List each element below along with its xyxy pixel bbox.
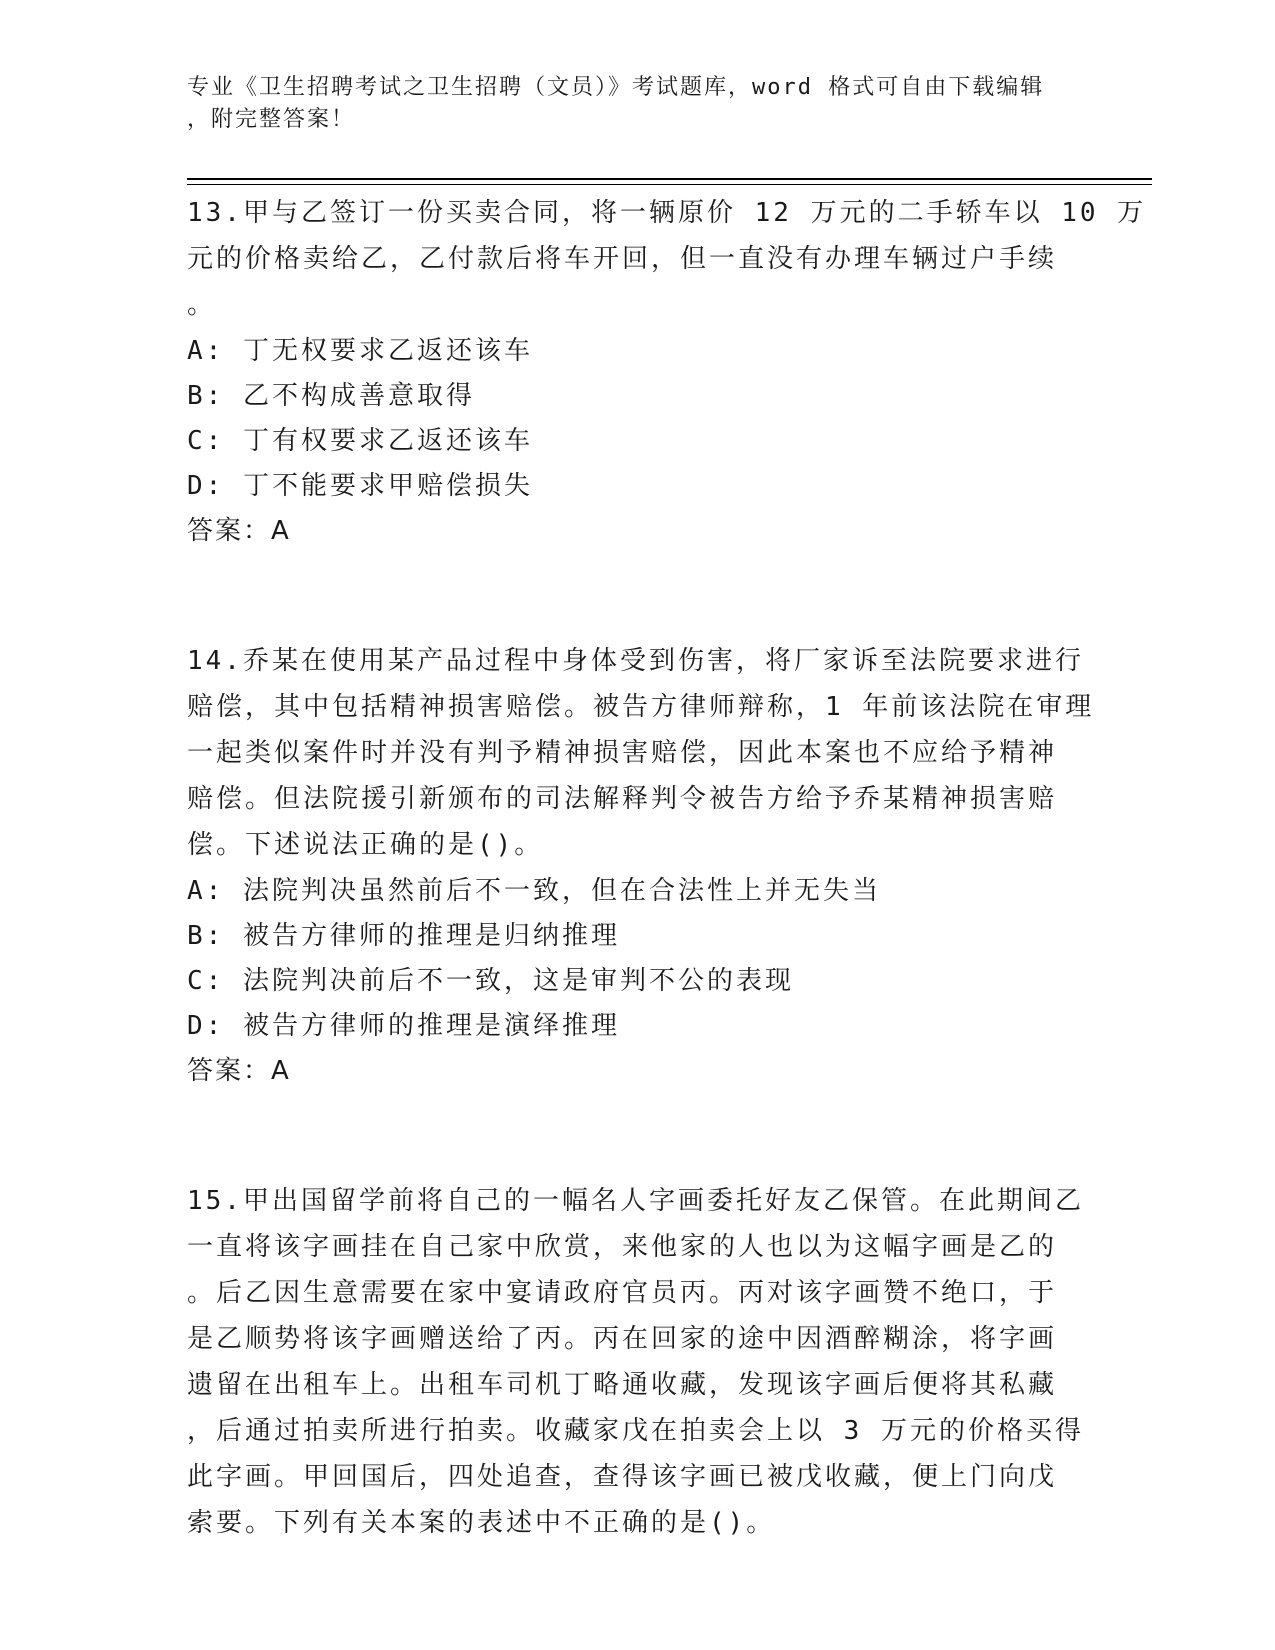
question-text-line: 14.乔某在使用某产品过程中身体受到伤害，将厂家诉至法院要求进行	[187, 646, 1084, 676]
option-b: B: 被告方律师的推理是归纳推理	[187, 921, 620, 951]
question-text-line: 一起类似案件时并没有判予精神损害赔偿，因此本案也不应给予精神	[187, 738, 1058, 768]
question-15	[187, 1178, 1087, 1546]
question-text-line: 。后乙因生意需要在家中宴请政府官员丙。丙对该字画赞不绝口，于	[187, 1278, 1058, 1308]
header-divider-thick	[187, 178, 1152, 180]
question-text-line: 遗留在出租车上。出租车司机丁略通收藏，发现该字画后便将其私藏	[187, 1370, 1058, 1400]
header-divider-thin	[187, 184, 1152, 185]
question-text-line: 15.甲出国留学前将自己的一幅名人字画委托好友乙保管。在此期间乙	[187, 1186, 1084, 1216]
question-text-line: 此字画。甲回国后，四处追查，查得该字画已被戊收藏，便上门向戊	[187, 1462, 1058, 1492]
question-text-line: 是乙顺势将该字画赠送给了丙。丙在回家的途中因酒醉糊涂，将字画	[187, 1324, 1058, 1354]
question-text-line: 一直将该字画挂在自己家中欣赏，来他家的人也以为这幅字画是乙的	[187, 1232, 1058, 1262]
question-13	[187, 190, 1147, 554]
question-text-line: 。	[187, 290, 217, 320]
option-a: A: 法院判决虽然前后不一致，但在合法性上并无失当	[187, 876, 881, 906]
question-list	[187, 190, 1147, 1546]
question-spacer	[187, 1094, 1087, 1178]
question-text-line: 偿。下述说法正确的是()。	[187, 830, 544, 860]
question-text-line: 索要。下列有关本案的表述中不正确的是()。	[187, 1508, 776, 1538]
header-line-1: 专业《卫生招聘考试之卫生招聘（文员）》考试题库，word 格式可自由下载编辑	[187, 75, 1045, 100]
option-a: A: 丁无权要求乙返还该车	[187, 336, 533, 366]
answer-label: 答案：A	[187, 1056, 291, 1086]
option-c: C: 丁有权要求乙返还该车	[187, 426, 533, 456]
question-14	[187, 638, 1095, 1094]
question-text-line: 13.甲与乙签订一份买卖合同，将一辆原价 12 万元的二手轿车以 10 万	[187, 198, 1147, 228]
question-text-line: 赔偿。但法院援引新颁布的司法解释判令被告方给予乔某精神损害赔	[187, 784, 1058, 814]
header-line-2: ，附完整答案！	[187, 107, 356, 132]
question-text-line: 元的价格卖给乙，乙付款后将车开回，但一直没有办理车辆过户手续	[187, 244, 1058, 274]
option-d: D: 被告方律师的推理是演绎推理	[187, 1011, 620, 1041]
question-text-line: 赔偿，其中包括精神损害赔偿。被告方律师辩称，1 年前该法院在审理	[187, 692, 1095, 722]
question-text-line: ，后通过拍卖所进行拍卖。收藏家戊在拍卖会上以 3 万元的价格买得	[187, 1416, 1084, 1446]
option-d: D: 丁不能要求甲赔偿损失	[187, 471, 533, 501]
option-c: C: 法院判决前后不一致，这是审判不公的表现	[187, 966, 794, 996]
question-spacer	[187, 554, 1087, 638]
document-header	[187, 72, 1067, 136]
answer-label: 答案：A	[187, 516, 291, 546]
option-b: B: 乙不构成善意取得	[187, 381, 475, 411]
